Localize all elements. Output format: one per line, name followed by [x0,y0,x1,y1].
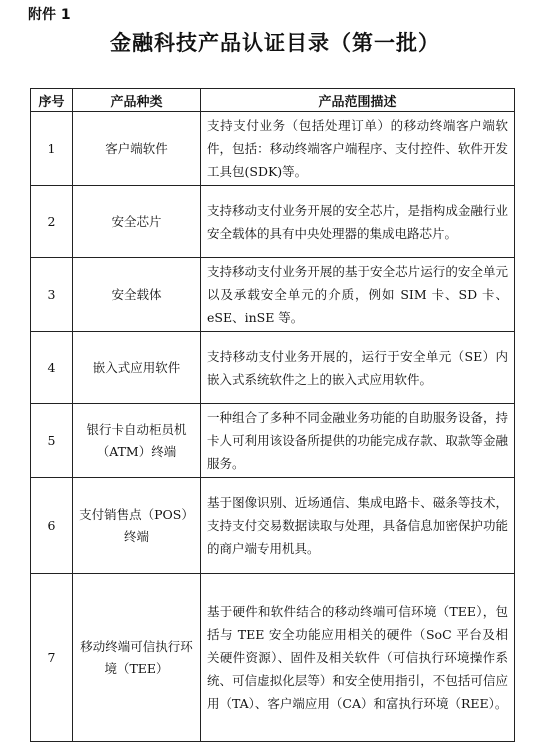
row-number: 6 [31,478,73,574]
row-number: 2 [31,186,73,258]
row-product-scope: 支持移动支付业务开展的基于安全芯片运行的安全单元以及承载安全单元的介质，例如 SIM 卡、SD 卡、eSE、inSE 等。 [201,258,515,332]
row-product-kind: 移动终端可信执行环境（TEE） [73,574,201,742]
row-product-kind: 安全芯片 [73,186,201,258]
table-header-row [31,89,515,112]
row-number: 4 [31,332,73,404]
attachment-label: 附件 1 [28,7,71,23]
header-product-scope: 产品范围描述 [201,89,515,112]
page-title: 金融科技产品认证目录（第一批） [110,30,440,55]
row-number: 5 [31,404,73,478]
row-number: 3 [31,258,73,332]
table-row [31,186,515,258]
row-product-scope: 一种组合了多种不同金融业务功能的自助服务设备，持卡人可利用该设备所提供的功能完成存款、取款等金融服务。 [201,404,515,478]
row-product-kind: 支付销售点（POS）终端 [73,478,201,574]
table-row [31,478,515,574]
table-row [31,574,515,742]
table-row [31,112,515,186]
row-number: 1 [31,112,73,186]
header-number: 序号 [31,89,73,112]
row-product-scope: 基于硬件和软件结合的移动终端可信环境（TEE），包括与 TEE 安全功能应用相关的硬件（SoC 平台及相关硬件资源）、固件及相关软件（可信执行环境操作系统、可信虚拟化层等）和安全使用指引，不包括可信应用（TA）、客户端应用（CA）和富执行环境（REE）。 [201,574,515,742]
table-row [31,258,515,332]
row-number: 7 [31,574,73,742]
row-product-kind: 银行卡自动柜员机（ATM）终端 [73,404,201,478]
row-product-scope: 支持支付业务（包括处理订单）的移动终端客户端软件，包括：移动终端客户端程序、支付控件、软件开发工具包(SDK)等。 [201,112,515,186]
table-row [31,332,515,404]
row-product-scope: 支持移动支付业务开展的，运行于安全单元（SE）内嵌入式系统软件之上的嵌入式应用软件。 [201,332,515,404]
row-product-kind: 嵌入式应用软件 [73,332,201,404]
row-product-kind: 安全载体 [73,258,201,332]
header-product-kind: 产品种类 [73,89,201,112]
table-row [31,404,515,478]
row-product-kind: 客户端软件 [73,112,201,186]
row-product-scope: 基于图像识别、近场通信、集成电路卡、磁条等技术，支持支付交易数据读取与处理，具备信息加密保护功能的商户端专用机具。 [201,478,515,574]
row-product-scope: 支持移动支付业务开展的安全芯片，是指构成金融行业安全载体的具有中央处理器的集成电路芯片。 [201,186,515,258]
product-catalog-table [30,88,515,742]
